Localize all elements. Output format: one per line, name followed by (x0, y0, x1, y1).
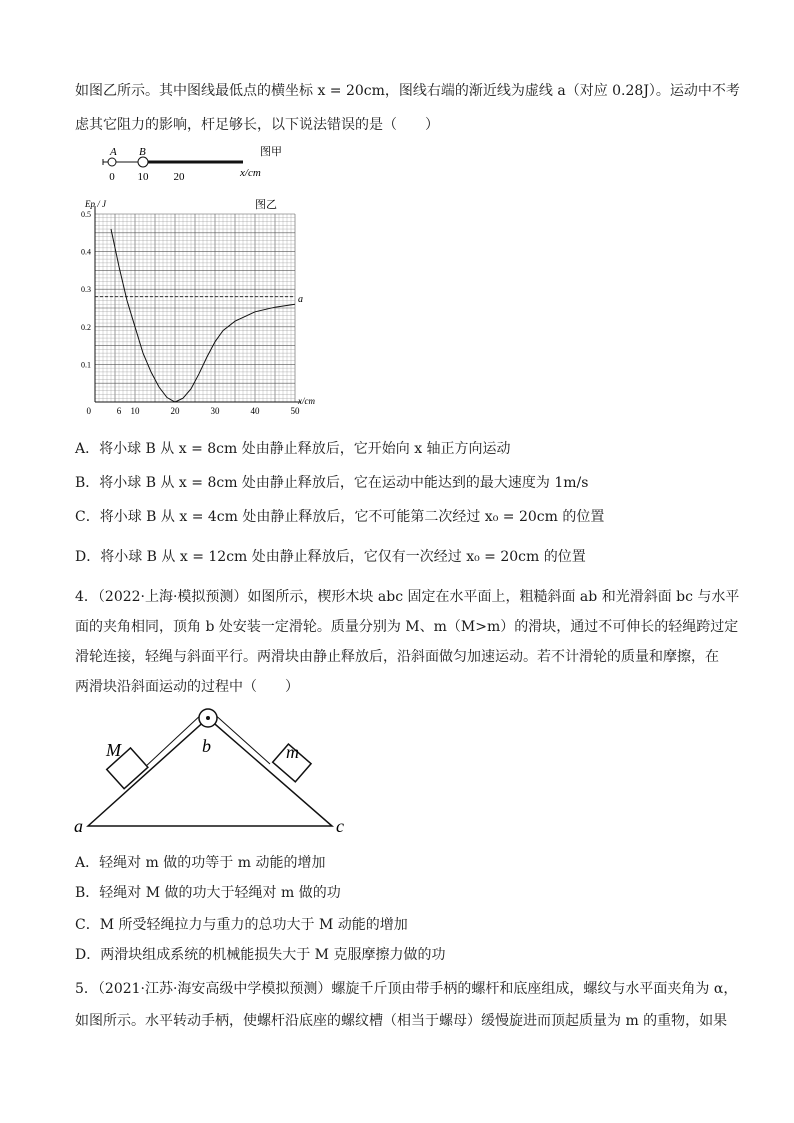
y-tick-label: 0.5 (81, 210, 91, 219)
x-tick-label: 50 (290, 406, 300, 416)
axis-label: x/cm (240, 167, 261, 179)
label-b-vertex: b (202, 736, 211, 756)
chart-title: 图乙 (255, 199, 277, 211)
label-a-vertex: a (74, 816, 83, 836)
label-small-m: m (286, 742, 299, 762)
q4-line-2: 面的夹角相同，顶角 b 处安装一定滑轮。质量分别为 M、m（M>m）的滑块，通过不可伸长的轻绳跨过定 (75, 619, 739, 635)
x-tick-label: 40 (250, 406, 260, 416)
tick-0: 0 (109, 171, 115, 183)
fig-jia-title: 图甲 (260, 146, 282, 158)
tick-20: 20 (173, 171, 185, 183)
x-tick-label: 20 (170, 406, 180, 416)
label-c-vertex: c (336, 816, 344, 836)
q3-option-c: C．将小球 B 从 x = 4cm 处由静止释放后，它不可能第二次经过 x₀ = 20cm 的位置 (75, 509, 605, 525)
q4-option-a: A．轻绳对 m 做的功等于 m 动能的增加 (75, 855, 326, 871)
figure-jia (95, 142, 295, 186)
label-big-m: M (106, 740, 121, 760)
q4-option-d: D．两滑块组成系统的机械能损失大于 M 克服摩擦力做的功 (75, 947, 446, 963)
q3-option-b: B．将小球 B 从 x = 8cm 处由静止释放后，它在运动中能达到的最大速度为 1m/s (75, 475, 589, 491)
q4-line-1: 4．（2022·上海·模拟预测）如图所示，楔形木块 abc 固定在水平面上，粗糙斜面 ab 和光滑斜面 bc 与水平 (75, 589, 740, 605)
q4-line-3: 滑轮连接，轻绳与斜面平行。两滑块由静止释放后，沿斜面做匀加速运动。若不计滑轮的质量和摩擦，在 (75, 649, 719, 665)
q4-option-b: B．轻绳对 M 做的功大于轻绳对 m 做的功 (75, 885, 341, 901)
x-tick-label: 6 (116, 406, 122, 416)
origin-label: 0 (86, 406, 91, 416)
chart-ylabel: Ep / J (85, 199, 106, 209)
y-tick-label: 0.4 (81, 247, 91, 257)
y-tick-label: 0.3 (81, 285, 91, 295)
q5-line-2: 如图所示。水平转动手柄，使螺杆沿底座的螺纹槽（相当于螺母）缓慢旋进而顶起质量为 m 的重物，如果 (75, 1013, 728, 1029)
chart-xlabel: x/cm (298, 396, 315, 406)
q4-option-c: C．M 所受轻绳拉力与重力的总功大于 M 动能的增加 (75, 917, 408, 933)
x-tick-label: 30 (210, 406, 220, 416)
label-b: B (139, 146, 146, 158)
label-a: A (110, 146, 117, 158)
y-tick-label: 0.1 (81, 360, 91, 370)
q4-line-4: 两滑块沿斜面运动的过程中（ ） (75, 679, 299, 695)
x-tick-label: 10 (130, 406, 140, 416)
tick-10: 10 (137, 171, 149, 183)
intro-line-1: 如图乙所示。其中图线最低点的横坐标 x = 20cm，图线右端的渐近线为虚线 a（对应 0.28J）。运动中不考 (75, 83, 740, 99)
y-tick-label: 0.2 (81, 322, 91, 332)
energy-chart (70, 192, 315, 422)
asymptote-label: a (298, 294, 303, 305)
q3-option-a: A．将小球 B 从 x = 8cm 处由静止释放后，它开始向 x 轴正方向运动 (75, 441, 511, 457)
wedge-figure (70, 700, 370, 840)
intro-line-2: 虑其它阻力的影响，杆足够长，以下说法错误的是（ ） (75, 117, 439, 133)
q5-line-1: 5．（2021·江苏·海安高级中学模拟预测）螺旋千斤顶由带手柄的螺杆和底座组成，螺纹与水平面夹角为 α， (75, 981, 738, 997)
q3-option-d: D．将小球 B 从 x = 12cm 处由静止释放后，它仅有一次经过 x₀ = 20cm 的位置 (75, 549, 586, 565)
